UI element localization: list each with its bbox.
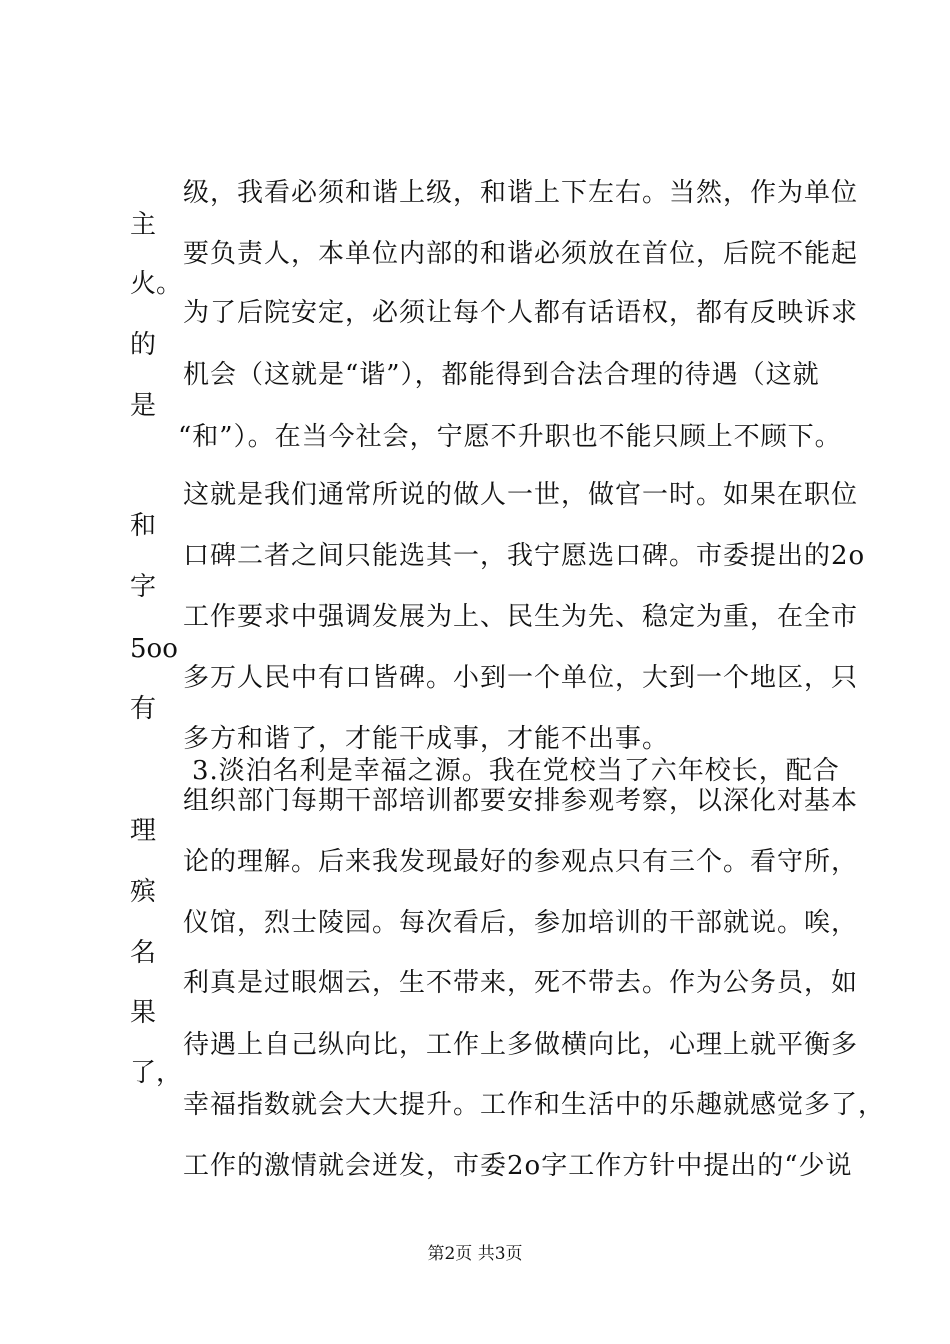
body-line-2: 要负责人，本单位内部的和谐必须放在首位，后院不能起 [183, 239, 859, 269]
body-line-15: 利真是过眼烟云，生不带来，死不带去。作为公务员，如 [183, 968, 859, 998]
margin-char-6: 字 [130, 572, 157, 602]
body-line-10: 多方和谐了，才能干成事，才能不出事。 [183, 724, 670, 754]
margin-char-9: 理 [130, 816, 157, 846]
body-line-11: 3.淡泊名利是幸福之源。我在党校当了六年校长，配合 [192, 756, 840, 786]
margin-char-13: 了， [130, 1058, 183, 1088]
body-line-18: 工作的激情就会迸发，市委2o字工作方针中提出的“少说 [183, 1151, 853, 1181]
body-line-4: 机会（这就是“谐”），都能得到合法合理的待遇（这就 [183, 360, 820, 390]
margin-char-11: 名 [130, 938, 157, 968]
body-line-9: 多万人民中有口皆碑。小到一个单位，大到一个地区，只 [183, 663, 859, 693]
margin-char-2: 火。 [130, 269, 183, 299]
margin-char-7: 5oo [130, 634, 178, 664]
page-number-footer: 第2页 共3页 [427, 1244, 523, 1264]
margin-char-1: 主 [130, 210, 157, 240]
body-line-16: 待遇上自己纵向比，工作上多做横向比，心理上就平衡多 [183, 1030, 859, 1060]
body-line-1: 级，我看必须和谐上级，和谐上下左右。当然，作为单位 [183, 178, 859, 208]
margin-char-12: 果 [130, 998, 157, 1028]
body-line-5: “和”）。在当今社会，宁愿不升职也不能只顾上不顾下。 [178, 422, 842, 452]
body-line-8: 工作要求中强调发展为上、民生为先、稳定为重，在全市 [183, 602, 859, 632]
body-line-17: 幸福指数就会大大提升。工作和生活中的乐趣就感觉多了， [183, 1090, 886, 1120]
body-line-3: 为了后院安定，必须让每个人都有话语权，都有反映诉求 [183, 298, 859, 328]
body-line-14: 仪馆，烈士陵园。每次看后，参加培训的干部就说。唉， [183, 908, 859, 938]
margin-char-4: 是 [130, 391, 157, 421]
margin-char-5: 和 [130, 511, 157, 541]
body-line-13: 论的理解。后来我发现最好的参观点只有三个。看守所， [183, 847, 859, 877]
margin-char-3: 的 [130, 330, 157, 360]
margin-char-8: 有 [130, 694, 157, 724]
body-line-12: 组织部门每期干部培训都要安排参观考察，以深化对基本 [183, 786, 859, 816]
body-line-7: 口碑二者之间只能选其一，我宁愿选口碑。市委提出的2o [183, 541, 866, 571]
margin-char-10: 殡 [130, 877, 157, 907]
body-line-6: 这就是我们通常所说的做人一世，做官一时。如果在职位 [183, 480, 859, 510]
